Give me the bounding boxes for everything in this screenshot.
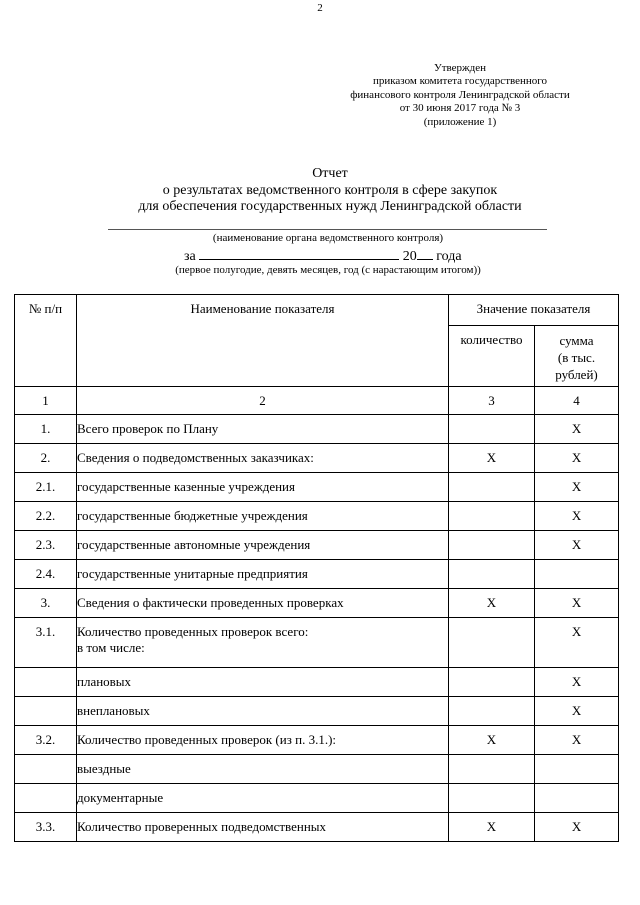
title-line: Отчет (312, 166, 348, 181)
report-title (0, 166, 640, 216)
report-table (14, 294, 619, 842)
row-quantity (449, 755, 535, 784)
table-row (15, 589, 619, 618)
row-name (77, 444, 449, 473)
row-quantity (449, 697, 535, 726)
row-quantity (449, 473, 535, 502)
row-name (77, 668, 449, 697)
year-blank (417, 246, 433, 260)
row-number (15, 784, 77, 813)
row-sum: X (535, 813, 619, 842)
approval-block (310, 62, 610, 129)
row-sum: X (535, 726, 619, 755)
header-sum-line: рублей) (555, 367, 598, 382)
row-sum: X (535, 444, 619, 473)
table-body (15, 415, 619, 842)
row-name-text: государственные унитарные предприятия (77, 566, 308, 581)
row-name-text: плановых (77, 674, 132, 689)
row-name (77, 560, 449, 589)
row-name-text: Сведения о фактически проведенных проверках (77, 595, 344, 610)
table-row (15, 813, 619, 842)
table-row (15, 560, 619, 589)
row-number: 2. (15, 444, 77, 473)
table-row (15, 784, 619, 813)
approval-line: (приложение 1) (423, 115, 497, 128)
row-number: 3.3. (15, 813, 77, 842)
org-name-blank-line (108, 229, 547, 230)
row-sum: X (535, 531, 619, 560)
row-quantity (449, 531, 535, 560)
period-blank (199, 246, 399, 260)
table-row (15, 473, 619, 502)
column-number: 2 (77, 387, 449, 415)
row-quantity (449, 415, 535, 444)
row-name (77, 618, 449, 668)
approval-line: финансового контроля Ленинградской области (350, 88, 570, 101)
header-sum-line: (в тыс. (557, 350, 596, 365)
column-number-row (15, 387, 619, 415)
row-name-text: государственные бюджетные учреждения (77, 508, 308, 523)
column-number: 4 (535, 387, 619, 415)
header-name: Наименование показателя (77, 295, 449, 387)
row-quantity: X (449, 813, 535, 842)
row-number: 2.4. (15, 560, 77, 589)
row-sum: X (535, 697, 619, 726)
row-number: 3.2. (15, 726, 77, 755)
table-row (15, 697, 619, 726)
approval-line: от 30 июня 2017 года № 3 (399, 102, 521, 115)
approval-line: Утвержден (433, 62, 487, 74)
row-sum (535, 560, 619, 589)
row-number: 3.1. (15, 618, 77, 668)
column-number: 3 (449, 387, 535, 415)
row-number (15, 755, 77, 784)
header-sum-line: сумма (559, 333, 594, 348)
row-name-text: Всего проверок по Плану (77, 421, 219, 436)
row-sum (535, 755, 619, 784)
row-name-text: государственные автономные учреждения (77, 537, 311, 552)
row-number: 2.1. (15, 473, 77, 502)
row-name (77, 813, 449, 842)
row-name (77, 726, 449, 755)
row-number (15, 668, 77, 697)
table-row (15, 618, 619, 668)
page-number: 2 (317, 2, 323, 14)
table-row (15, 668, 619, 697)
row-name (77, 697, 449, 726)
row-quantity (449, 502, 535, 531)
column-number: 1 (15, 387, 77, 415)
table-row (15, 726, 619, 755)
row-sum: X (535, 473, 619, 502)
row-sum: X (535, 668, 619, 697)
period-prefix: за (184, 249, 196, 264)
row-quantity: X (449, 726, 535, 755)
row-name-text: выездные (77, 761, 131, 776)
row-name (77, 589, 449, 618)
table-row (15, 531, 619, 560)
table-row (15, 444, 619, 473)
row-name-text: Сведения о подведомственных заказчиках: (77, 450, 314, 465)
row-number: 2.3. (15, 531, 77, 560)
row-sum: X (535, 618, 619, 668)
title-line: о результатах ведомственного контроля в сфере закупок (162, 182, 498, 198)
org-caption: (наименование органа ведомственного контроля) (212, 232, 444, 244)
row-name (77, 502, 449, 531)
row-number: 3. (15, 589, 77, 618)
row-name (77, 415, 449, 444)
period-caption: (первое полугодие, девять месяцев, год (с нарастающим итогом)) (175, 264, 481, 276)
row-quantity (449, 784, 535, 813)
row-quantity: X (449, 444, 535, 473)
header-sum (535, 326, 619, 387)
row-name-subtext: в том числе: (77, 640, 145, 655)
row-name-text: Количество проведенных проверок (из п. 3.1.): (77, 732, 337, 747)
row-quantity (449, 560, 535, 589)
row-name-text: государственные казенные учреждения (77, 479, 295, 494)
title-line: для обеспечения государственных нужд Ленинградской области (138, 199, 522, 214)
row-name (77, 755, 449, 784)
header-value: Значение показателя (449, 295, 619, 326)
row-name-text: Количество проверенных подведомственных (77, 819, 327, 834)
header-quantity: количество (449, 326, 535, 387)
row-name (77, 531, 449, 560)
period-suffix: года (436, 249, 462, 264)
row-quantity: X (449, 589, 535, 618)
table-row (15, 755, 619, 784)
row-name-text: документарные (77, 790, 164, 805)
row-name-text: внеплановых (77, 703, 150, 718)
row-sum: X (535, 415, 619, 444)
row-quantity (449, 668, 535, 697)
row-sum: X (535, 589, 619, 618)
header-num: № п/п (15, 295, 77, 387)
row-number (15, 697, 77, 726)
row-sum (535, 784, 619, 813)
period-line (184, 246, 462, 265)
row-name-text: Количество проведенных проверок всего: (77, 624, 309, 639)
row-number: 2.2. (15, 502, 77, 531)
row-name (77, 784, 449, 813)
row-name (77, 473, 449, 502)
row-number: 1. (15, 415, 77, 444)
row-quantity (449, 618, 535, 668)
period-year-prefix: 20 (402, 249, 417, 264)
table-row (15, 502, 619, 531)
table-row (15, 415, 619, 444)
approval-line: приказом комитета государственного (372, 75, 548, 88)
row-sum: X (535, 502, 619, 531)
